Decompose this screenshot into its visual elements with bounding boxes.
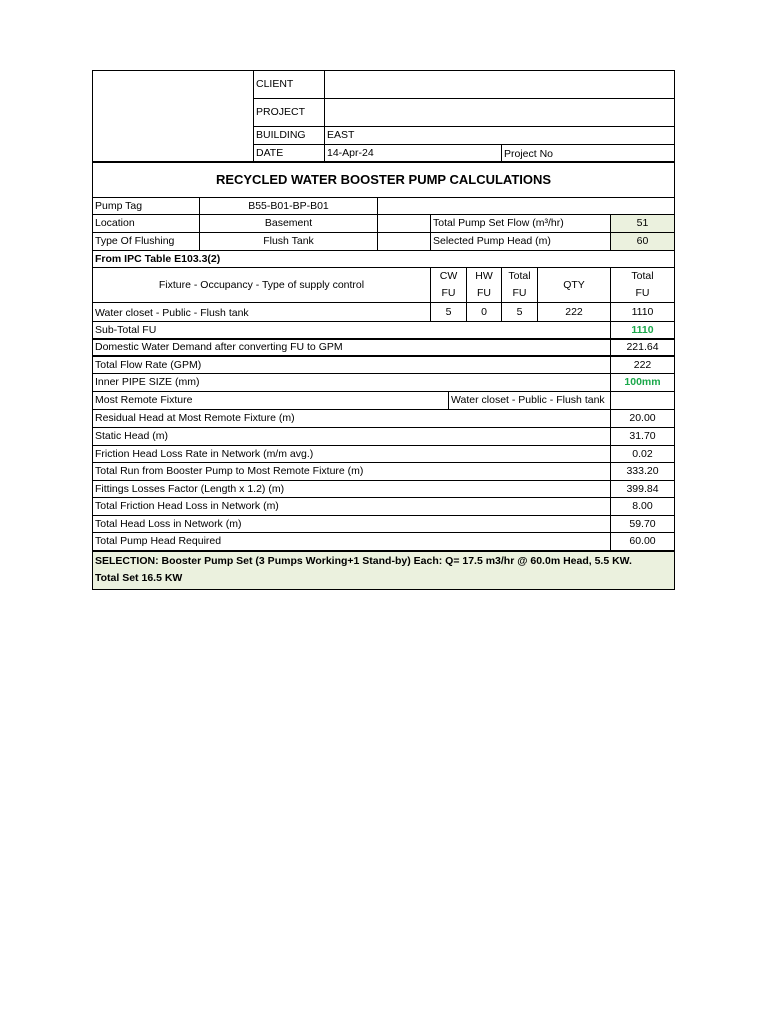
calc-line-7 — [92, 445, 675, 446]
pump-tag-label: Pump Tag — [95, 199, 143, 212]
remote-divider — [448, 391, 449, 409]
residual-head-value: 20.00 — [629, 412, 656, 425]
fixture-row-line — [92, 321, 675, 322]
pipe-size-label: Inner PIPE SIZE (mm) — [95, 376, 200, 389]
project-no-divider — [501, 144, 502, 162]
header-label-divider — [324, 70, 325, 162]
flow-rate-value: 222 — [633, 358, 652, 371]
calc-line-3 — [92, 373, 675, 374]
fixture-total-fu: 1110 — [631, 305, 654, 318]
friction-rate-label: Friction Head Loss Rate in Network (m/m avg.) — [95, 447, 314, 460]
date-value: 14-Apr-24 — [327, 146, 374, 159]
info-line-3 — [92, 250, 675, 251]
building-label: BUILDING — [256, 129, 306, 142]
pump-tag-value: B55-B01-BP-B01 — [248, 199, 329, 212]
calc-line-5 — [92, 409, 675, 410]
calc-line-10 — [92, 497, 675, 498]
calc-line-4 — [92, 391, 675, 392]
sum-fu-header-line2: FU — [635, 287, 650, 299]
flow-rate-label: Total Flow Rate (GPM) — [95, 358, 202, 371]
info-divider-3 — [430, 214, 431, 251]
head-loss-value: 59.70 — [629, 517, 656, 530]
info-divider-1 — [199, 197, 200, 251]
remote-fixture-value: Water closet - Public - Flush tank — [451, 394, 605, 407]
total-flow-label: Total Pump Set Flow (m³/hr) — [433, 217, 564, 230]
fixture-col-4 — [537, 267, 538, 321]
fittings-factor-value: 399.84 — [626, 482, 659, 495]
total-fu-header-line1: Total — [508, 270, 531, 283]
friction-rate-value: 0.02 — [632, 447, 653, 460]
project-value — [325, 99, 674, 126]
fixture-col-3 — [501, 267, 502, 321]
fixture-hw: 0 — [481, 305, 487, 318]
pump-head-value: 60 — [611, 233, 674, 250]
border-right — [674, 70, 675, 590]
client-label: CLIENT — [256, 78, 294, 91]
header-line-1 — [253, 98, 675, 99]
calc-line-6 — [92, 427, 675, 428]
logo-area — [93, 71, 253, 161]
ipc-bottom-line — [92, 267, 675, 268]
friction-loss-value: 8.00 — [632, 500, 653, 513]
cw-fu-header — [431, 268, 466, 302]
selection-line1: SELECTION: Booster Pump Set (3 Pumps Working+1 Stand-by) Each: Q= 17.5 m3/hr @ 60.0m Head, 5.5 KW. — [95, 555, 632, 568]
qty-header: QTY — [563, 278, 585, 291]
calc-line-12 — [92, 532, 675, 533]
location-value: Basement — [264, 217, 313, 230]
info-line-2 — [92, 232, 675, 233]
sum-fu-header-line1: Total — [631, 270, 654, 283]
hw-fu-header — [467, 268, 501, 302]
fixture-col-2 — [466, 267, 467, 321]
date-label: DATE — [256, 146, 284, 159]
pump-head-required-value: 60.00 — [629, 535, 656, 548]
info-divider-4 — [610, 214, 611, 251]
hw-fu-header-line2: FU — [477, 287, 491, 299]
fixture-header-line — [92, 302, 675, 303]
head-loss-label: Total Head Loss in Network (m) — [95, 517, 242, 530]
hw-fu-header-line1: HW — [475, 270, 493, 283]
page-title: RECYCLED WATER BOOSTER PUMP CALCULATIONS — [215, 172, 552, 188]
header-line-3 — [253, 144, 675, 145]
water-demand-value: 221.64 — [626, 341, 659, 354]
selection-line2: Total Set 16.5 KW — [95, 572, 183, 584]
static-head-value: 31.70 — [629, 430, 656, 443]
fixture-qty: 222 — [565, 305, 583, 318]
header-bottom-line — [92, 161, 675, 163]
project-label: PROJECT — [256, 106, 306, 119]
total-fu-header-line2: FU — [512, 287, 527, 299]
total-run-label: Total Run from Booster Pump to Most Remote Fixture (m) — [95, 465, 364, 478]
total-flow-value: 51 — [611, 215, 674, 232]
pump-head-required-label: Total Pump Head Required — [95, 535, 222, 548]
total-run-value: 333.20 — [626, 465, 659, 478]
info-divider-2 — [377, 197, 378, 251]
sum-fu-header — [611, 268, 674, 302]
project-no-label: Project No — [504, 148, 554, 161]
calc-line-13 — [92, 550, 675, 552]
calc-line-1 — [92, 338, 675, 340]
border-left — [92, 70, 93, 590]
static-head-label: Static Head (m) — [95, 430, 168, 443]
remote-fixture-label: Most Remote Fixture — [95, 394, 193, 407]
calc-line-11 — [92, 515, 675, 516]
total-fu-header — [502, 268, 537, 302]
friction-loss-label: Total Friction Head Loss in Network (m) — [95, 500, 279, 513]
ipc-reference: From IPC Table E103.3(2) — [95, 252, 221, 265]
border-bottom — [92, 589, 675, 590]
calc-line-8 — [92, 462, 675, 463]
fixture-cw: 5 — [445, 305, 452, 318]
subtotal-fu-value: 1110 — [631, 323, 654, 336]
pipe-size-value: 100mm — [624, 376, 661, 389]
pump-head-label: Selected Pump Head (m) — [433, 235, 551, 248]
building-value: EAST — [327, 129, 355, 142]
selection-summary — [93, 551, 674, 589]
info-line-1 — [92, 214, 675, 215]
header-divider — [253, 70, 254, 162]
fittings-factor-label: Fittings Losses Factor (Length x 1.2) (m) — [95, 482, 285, 495]
calc-line-2 — [92, 355, 675, 357]
residual-head-label: Residual Head at Most Remote Fixture (m) — [95, 412, 295, 425]
fixture-header: Fixture - Occupancy - Type of supply control — [158, 278, 365, 291]
flushing-label: Type Of Flushing — [95, 235, 175, 248]
water-demand-label: Domestic Water Demand after converting FU to GPM — [95, 341, 343, 354]
location-label: Location — [95, 217, 135, 230]
fixture-total: 5 — [516, 305, 523, 318]
border-top — [92, 70, 675, 71]
cw-fu-header-line1: CW — [439, 270, 458, 283]
header-line-2 — [253, 126, 675, 127]
fixture-name: Water closet - Public - Flush tank — [95, 307, 249, 320]
client-value — [325, 71, 674, 98]
cw-fu-header-line2: FU — [441, 287, 456, 299]
calc-line-9 — [92, 480, 675, 481]
title-bottom-line — [92, 197, 675, 198]
fixture-col-1 — [430, 267, 431, 321]
subtotal-fu-label: Sub-Total FU — [95, 323, 157, 336]
flushing-value: Flush Tank — [263, 235, 314, 248]
